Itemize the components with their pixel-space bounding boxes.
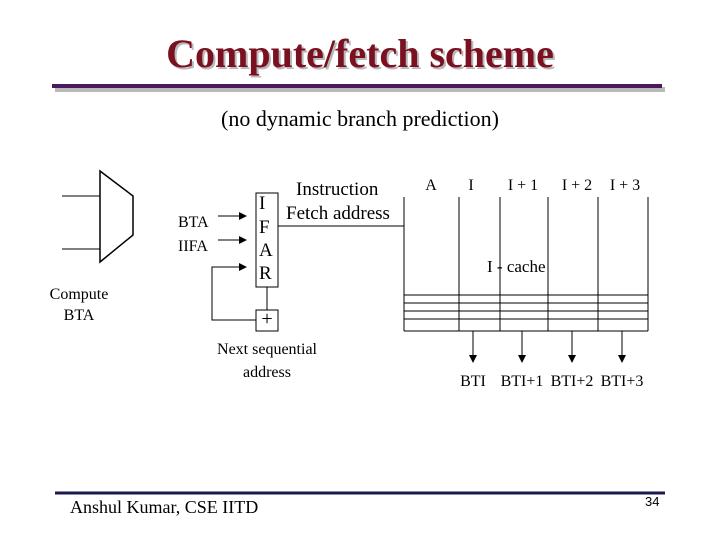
mux-shape	[62, 171, 133, 262]
footer-author: Anshul Kumar, CSE IITD	[70, 497, 259, 517]
output-bti2: BTI+2	[550, 373, 594, 390]
ifar-letter-r: R	[259, 263, 272, 284]
title-rule	[52, 84, 662, 88]
page-number: 34	[645, 494, 660, 509]
cache-col-a: A	[425, 177, 437, 194]
compute-bta-line1: Compute	[49, 286, 109, 303]
fetch-address-label: Fetch address	[286, 203, 390, 224]
output-arrows	[473, 331, 622, 362]
output-bti3: BTI+3	[600, 373, 644, 390]
output-bti: BTI	[460, 373, 486, 390]
compute-bta-line2: BTA	[63, 307, 95, 324]
adder-symbol: +	[261, 308, 273, 330]
ifar-letter-a: A	[259, 240, 273, 261]
adder-feedback-line	[212, 267, 256, 320]
instruction-label: Instruction	[296, 179, 379, 200]
cache-col-i1: I + 1	[507, 177, 539, 194]
slide-subtitle: (no dynamic branch prediction)	[221, 106, 499, 131]
cache-col-i: I	[468, 177, 474, 194]
cache-col-i3: I + 3	[609, 177, 641, 194]
slide-title: Compute/fetch scheme	[166, 31, 554, 76]
next-seq-line1: Next sequential	[217, 341, 317, 358]
ifar-letter-f: F	[259, 217, 270, 238]
output-bti1: BTI+1	[500, 373, 544, 390]
icache-label: I - cache	[487, 257, 546, 276]
next-seq-line2: address	[243, 364, 291, 381]
cache-col-i2: I + 2	[561, 177, 593, 194]
iifa-label: IIFA	[178, 238, 208, 255]
ifar-letter-i: I	[259, 193, 266, 214]
bta-label: BTA	[178, 214, 209, 231]
